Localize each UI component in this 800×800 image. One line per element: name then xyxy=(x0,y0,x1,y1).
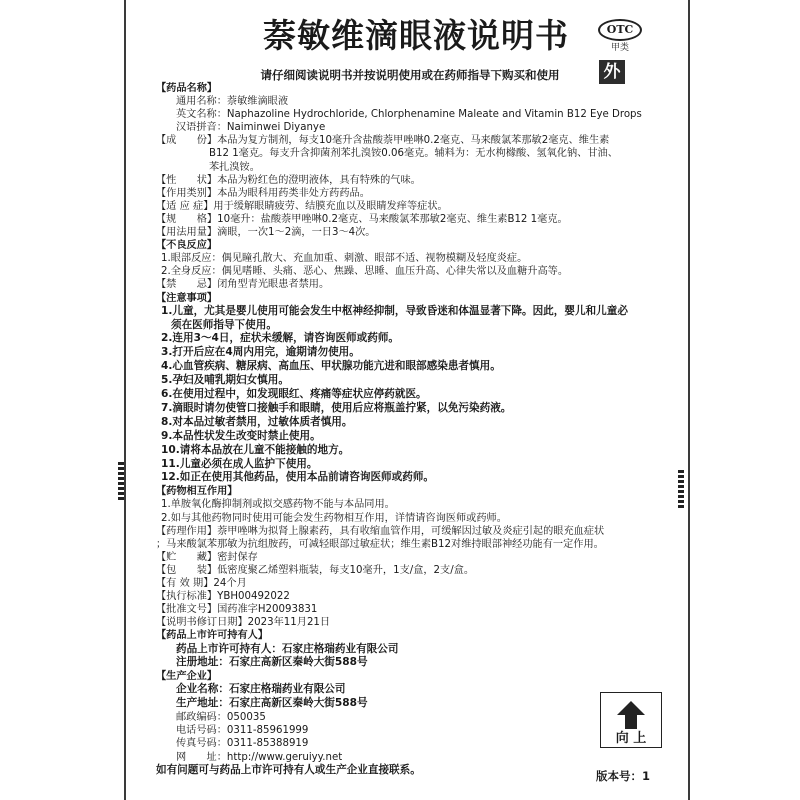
approval-section: 【批准文号】国药准字H20093831 xyxy=(156,604,318,616)
note-item: 3.打开后应在4周内用完，逾期请勿使用。 xyxy=(161,346,360,359)
note-item: 12.如正在使用其他药品，使用本品前请咨询医师或药师。 xyxy=(161,471,435,484)
this-side-up-mark xyxy=(600,692,662,748)
storage-section: 【贮 藏】密封保存 xyxy=(156,551,258,563)
common-name: 通用名称：萘敏维滴眼液 xyxy=(176,96,289,108)
validity-section: 【有 效 期】24个月 xyxy=(156,578,247,590)
note-item: 10.请将本品放在儿童不能接触的地方。 xyxy=(161,443,350,456)
adverse-item-2: 2.全身反应：偶见嗜睡、头痛、恶心、焦躁、思睡、血压升高、心律失常以及血糖升高等。 xyxy=(161,266,569,278)
english-name: 英文名称：Naphazoline Hydrochloride, Chlorphenamine Maleate and Vitamin B12 Eye Drops xyxy=(176,109,642,121)
notes-header: 【注意事项】 xyxy=(156,292,218,304)
dosage-section: 【用法用量】滴眼，一次1～2滴，一日3～4次。 xyxy=(156,227,376,239)
composition-line2: B12 1毫克。每支升含抑菌剂苯扎溴铵0.06毫克。辅料为：无水枸橼酸、氢氧化钠、甘油、 xyxy=(209,148,618,160)
note-item: 6.在使用过程中，如发现眼红、疼痛等症状应停药就医。 xyxy=(161,388,427,401)
package-section: 【包 装】低密度聚乙烯塑料瓶装，每支10毫升，1支/盒，2支/盒。 xyxy=(156,564,475,576)
interaction-item-2: 2.如与其他药物同时使用可能会发生药物相互作用，详情请咨询医师或药师。 xyxy=(161,512,507,524)
interaction-item-1: 1.单胺氧化酶抑制剂或拟交感药物不能与本品同用。 xyxy=(161,499,395,511)
name-header: 【药品名称】 xyxy=(156,83,218,94)
note-item: 8.对本品过敏者禁用，过敏体质者慎用。 xyxy=(161,415,353,428)
composition-line1: 【成 份】本品为复方制剂，每支10毫升含盐酸萘甲唑啉0.2毫克、马来酸氯苯那敏2毫克、维生素 xyxy=(156,135,610,147)
character-section: 【性 状】本品为粉红色的澄明液体，具有特殊的气味。 xyxy=(156,174,421,186)
this-side-up-label: 向 上 xyxy=(615,731,647,746)
pharmacology-line2: ；马来酸氯苯那敏为抗组胺药，可减轻眼部过敏症状；维生素B12对维持眼部神经功能有一定作用。 xyxy=(156,538,604,550)
pinyin-name: 汉语拼音：Naiminwei Diyanye xyxy=(176,122,326,134)
contraindication-section: 【禁 忌】闭角型青光眼患者禁用。 xyxy=(156,279,330,291)
manufacturer-name: 企业名称：石家庄格瑞药业有限公司 xyxy=(176,683,346,696)
category-section: 【作用类别】本品为眼科用药类非处方药药品。 xyxy=(156,187,370,199)
document-title: 萘敏维滴眼液说明书 xyxy=(263,16,569,55)
edge-mark-right xyxy=(678,470,684,508)
external-use-badge: 外 xyxy=(599,60,625,84)
border-right xyxy=(688,0,690,800)
revision-section: 【说明书修订日期】2023年11月21日 xyxy=(156,617,331,629)
interaction-header: 【药物相互作用】 xyxy=(156,486,238,498)
manufacturer-address: 生产地址：石家庄高新区秦岭大街588号 xyxy=(176,697,368,710)
edge-mark-left xyxy=(118,462,124,500)
note-item: 须在医师指导下使用。 xyxy=(171,318,277,331)
manufacturer-header: 【生产企业】 xyxy=(156,671,218,683)
fax-number: 传真号码：0311-85388919 xyxy=(176,738,309,750)
otc-class-label: 甲类 xyxy=(610,43,629,53)
adverse-item-1: 1.眼部反应：偶见瞳孔散大、充血加重、刺激、眼部不适、视物模糊及轻度炎症。 xyxy=(161,253,528,265)
note-item: 4.心血管疾病、糖尿病、高血压、甲状腺功能亢进和眼部感染患者慎用。 xyxy=(161,360,501,373)
standard-section: 【执行标准】YBH00492022 xyxy=(156,591,290,603)
mah-header: 【药品上市许可持有人】 xyxy=(156,630,269,642)
note-item: 5.孕妇及哺乳期妇女慎用。 xyxy=(161,374,289,387)
contact-footer: 如有问题可与药品上市许可持有人或生产企业直接联系。 xyxy=(156,763,421,776)
border-left xyxy=(124,0,126,800)
leaflet-content xyxy=(156,82,666,778)
spec-section: 【规 格】10毫升：盐酸萘甲唑啉0.2毫克、马来酸氯苯那敏2毫克、维生素B12 1毫克。 xyxy=(156,213,568,225)
pharmacology-line1: 【药理作用】萘甲唑啉为拟肾上腺素药，具有收缩血管作用，可缓解因过敏及炎症引起的眼充血症状 xyxy=(156,525,605,537)
note-item: 9.本品性状发生改变时禁止使用。 xyxy=(161,429,321,442)
phone-number: 电话号码：0311-85961999 xyxy=(176,725,309,737)
instruction-subtitle: 请仔细阅读说明书并按说明使用或在药师指导下购买和使用 xyxy=(260,68,560,82)
note-item: 1.儿童，尤其是婴儿使用可能会发生中枢神经抑制，导致昏迷和体温显著下降。因此，婴儿和儿童必 xyxy=(161,304,628,317)
version-number: 版本号：1 xyxy=(596,769,651,783)
mah-name: 药品上市许可持有人：石家庄格瑞药业有限公司 xyxy=(176,642,399,655)
note-item: 7.滴眼时请勿使管口接触手和眼睛，使用后应将瓶盖拧紧，以免污染药液。 xyxy=(161,401,512,414)
indication-section: 【适 应 症】用于缓解眼睛疲劳、结膜充血以及眼睛发痒等症状。 xyxy=(156,200,448,212)
website: 网 址：http://www.geruiyy.net xyxy=(176,751,343,763)
otc-badge: OTC xyxy=(598,19,642,41)
composition-line3: 苯扎溴铵。 xyxy=(209,161,260,173)
adverse-header: 【不良反应】 xyxy=(156,240,218,252)
postcode: 邮政编码：050035 xyxy=(176,712,266,724)
mah-address: 注册地址：石家庄高新区秦岭大街588号 xyxy=(176,656,368,669)
note-item: 11.儿童必须在成人监护下使用。 xyxy=(161,457,318,470)
note-item: 2.连用3～4日，症状未缓解，请咨询医师或药师。 xyxy=(161,332,400,345)
